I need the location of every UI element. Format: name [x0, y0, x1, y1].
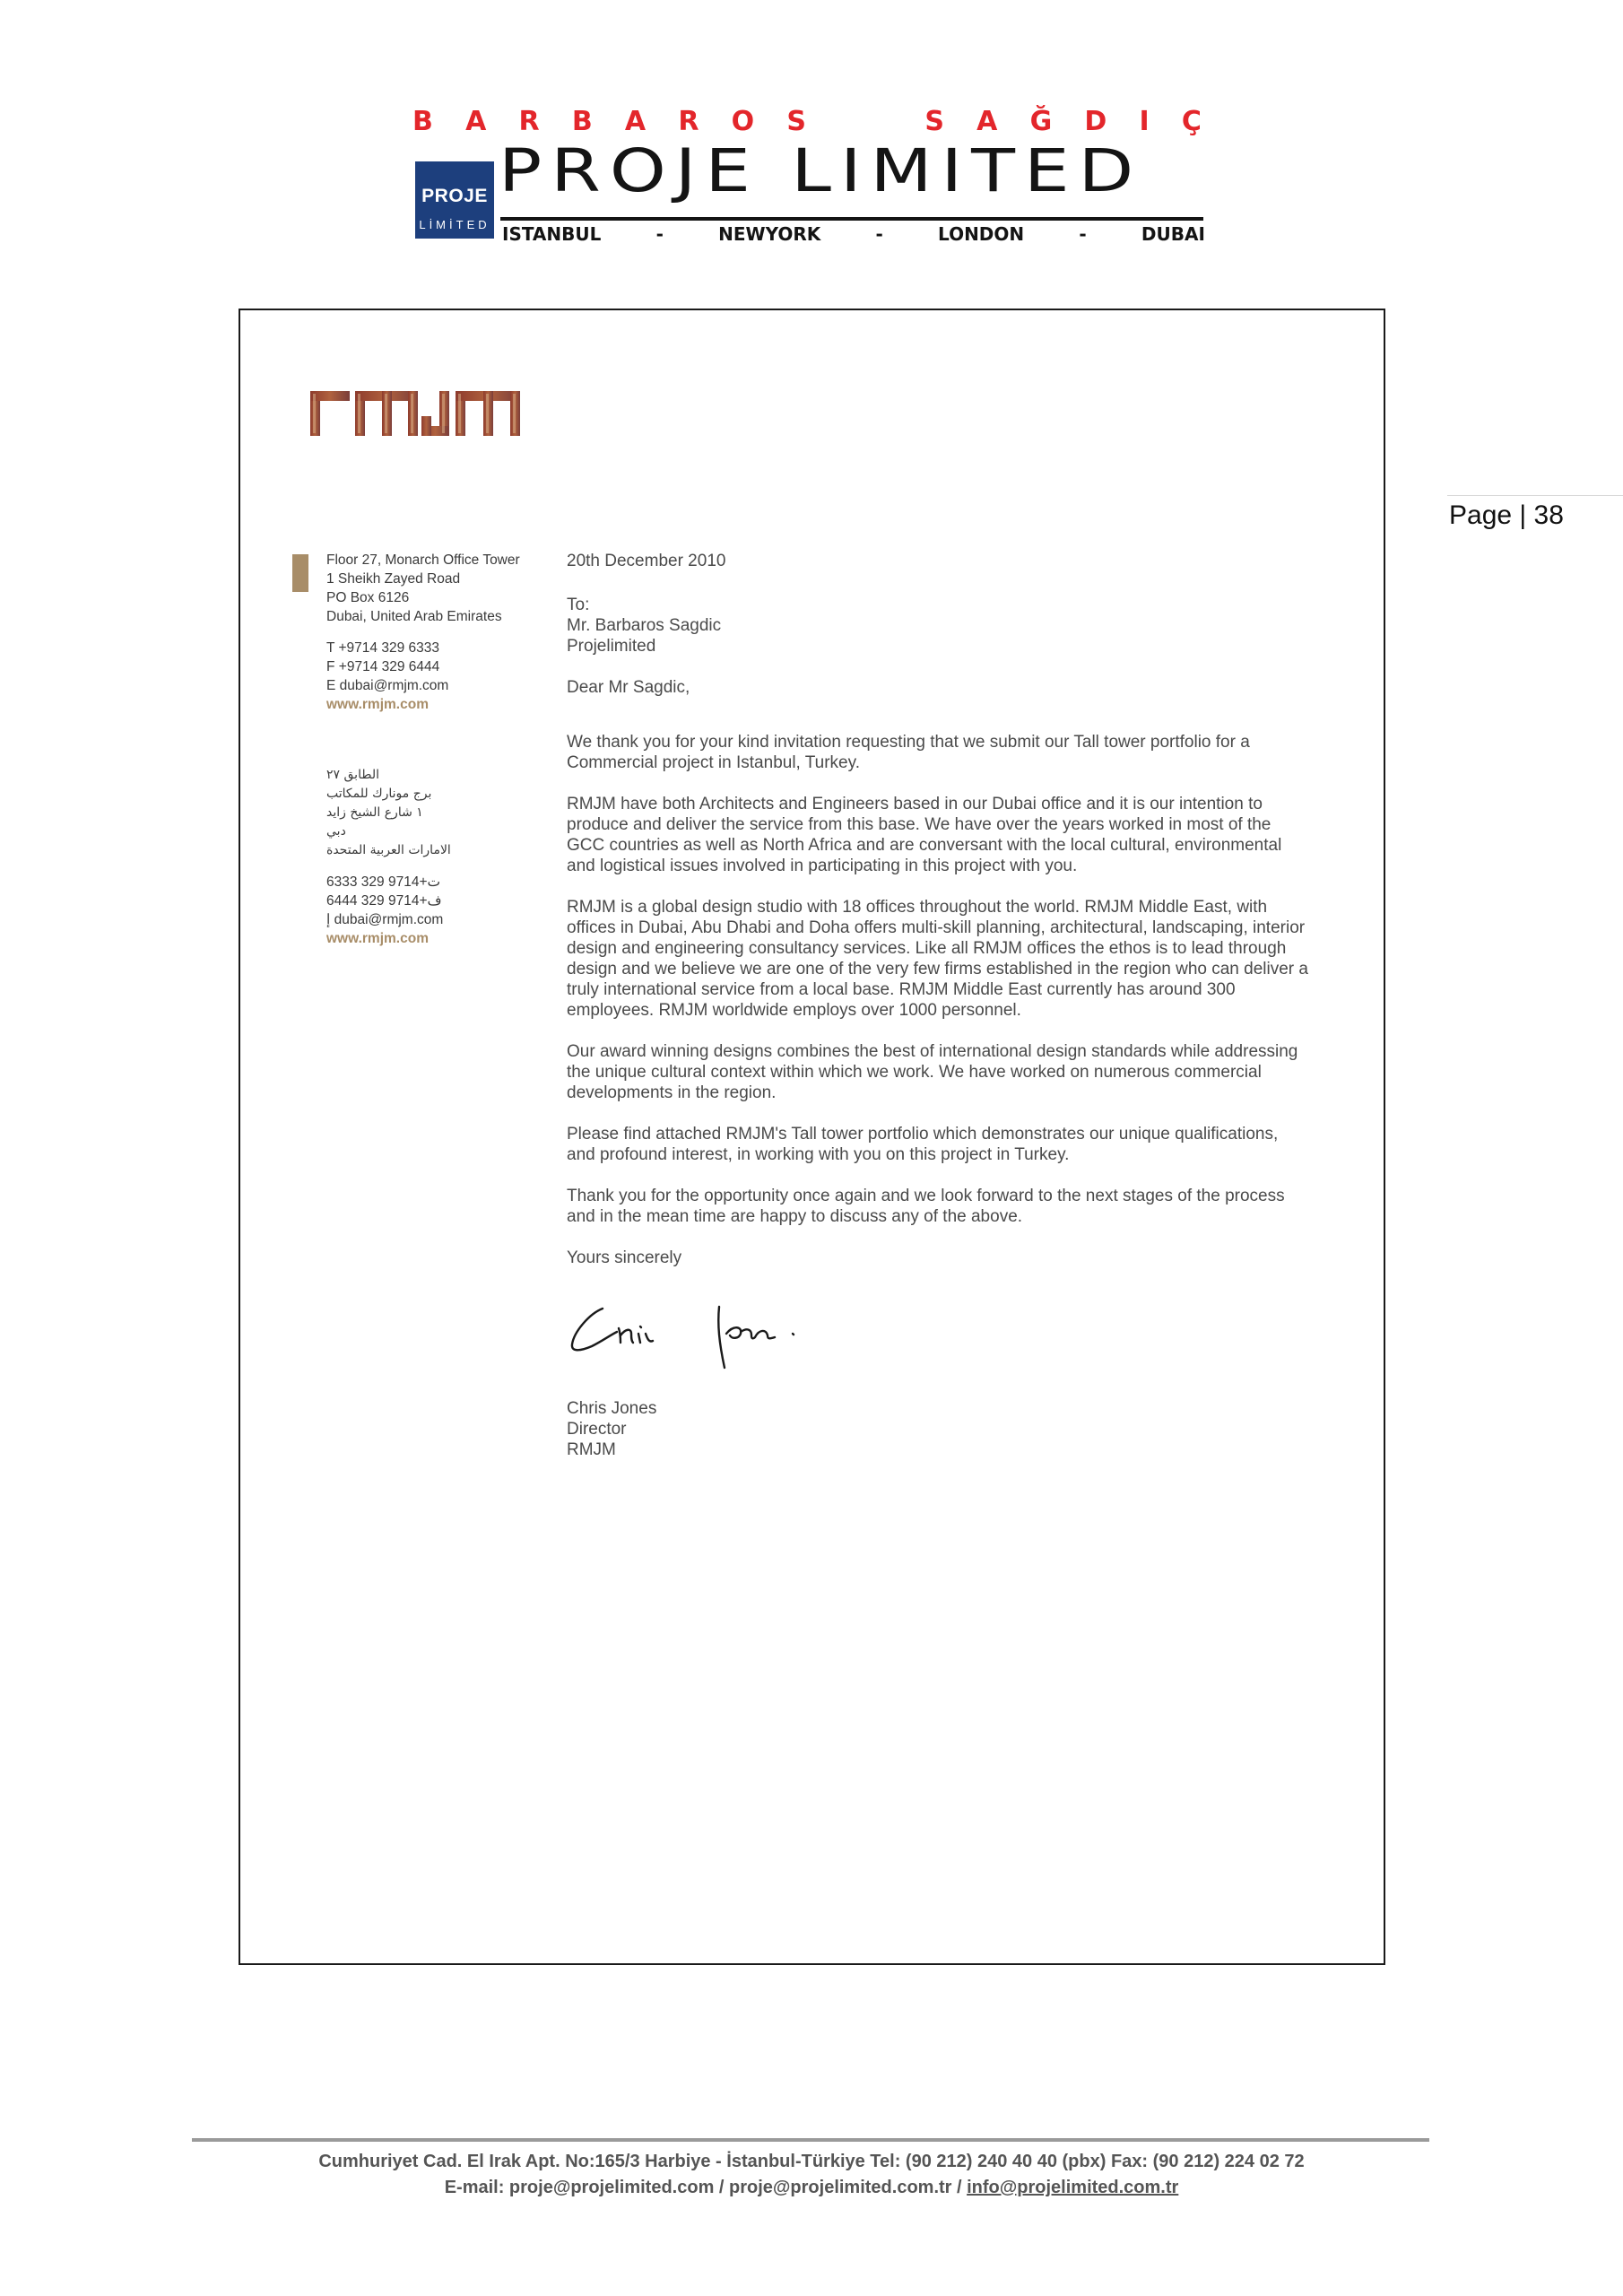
badge-bottom-text: LİMİTED	[419, 218, 490, 231]
city: DUBAI	[1141, 223, 1205, 245]
fax: F +9714 329 6444	[326, 659, 440, 674]
city-separator: -	[875, 223, 883, 245]
address-line: 1 Sheikh Zayed Road	[326, 571, 461, 587]
banner-letter: R	[678, 106, 699, 137]
banner-letter: Ğ	[1029, 106, 1053, 137]
arabic-address-block	[326, 766, 542, 948]
recipient-line: To:	[567, 596, 590, 614]
letter-frame	[239, 309, 1385, 1965]
contact-block	[326, 639, 542, 714]
address-block	[326, 551, 542, 626]
footer-email-link[interactable]: info@projelimited.com.tr	[967, 2178, 1179, 2197]
banner-letter: A	[624, 106, 647, 137]
sidebar-accent-bar	[292, 554, 308, 592]
banner-letter: Ç	[1181, 106, 1202, 137]
address-line: Dubai, United Arab Emirates	[326, 609, 502, 624]
closing: Yours sincerely	[567, 1248, 682, 1267]
letter-body	[567, 551, 1311, 1460]
footer-address: Cumhuriyet Cad. El Irak Apt. No:165/3 Harbiye - İstanbul-Türkiye Tel: (90 212) 240 40 40 (pbx) Fax: (90 212) 224 02 72	[318, 2152, 1305, 2171]
city-separator: -	[655, 223, 664, 245]
arabic-contact	[326, 873, 542, 948]
signatory-name: Chris Jones	[567, 1399, 657, 1418]
footer-rule	[192, 2138, 1429, 2142]
address-line: PO Box 6126	[326, 590, 410, 605]
arabic-address-line: دبي	[326, 824, 346, 839]
website: www.rmjm.com	[326, 697, 429, 712]
company-title	[499, 136, 1207, 213]
city: LONDON	[938, 223, 1025, 245]
arabic-address-line: برج مونارك للمكاتب	[326, 787, 432, 801]
page-number: Page | 38	[1449, 500, 1564, 530]
paragraph: RMJM is a global design studio with 18 offices throughout the world. RMJM Middle East, with offices in Dubai, Abu Dhabi and Doha offers multi-skill planning, architectural, landscaping, interior design and engineering consultancy services. Like all RMJM offices the ethos is to lead through design and we believe we are one of the very few firms established in the region who can deliver a truly international service from a local base. RMJM Middle East currently has around 300 employees. RMJM worldwide employs over 1000 personnel.	[567, 898, 1308, 1020]
phone: T +9714 329 6333	[326, 640, 439, 656]
sidebar-contact	[326, 551, 542, 948]
banner-letter: B	[571, 106, 593, 137]
paragraph: We thank you for your kind invitation requesting that we submit our Tall tower portfolio for a Commercial project in Istanbul, Turkey.	[567, 733, 1250, 772]
arabic-website: www.rmjm.com	[326, 931, 429, 946]
city: NEWYORK	[718, 223, 821, 245]
banner-letter: I	[1139, 106, 1150, 137]
paragraph: Please find attached RMJM's Tall tower portfolio which demonstrates our unique qualifications, and profound interest, in working with you on this project in Turkey.	[567, 1125, 1279, 1164]
paragraph: Our award winning designs combines the best of international design standards while addressing the unique cultural context within which we work. We have worked on numerous commercial developments in the region.	[567, 1042, 1298, 1102]
arabic-email: إ dubai@rmjm.com	[326, 912, 444, 927]
recipient-line: Mr. Barbaros Sagdic	[567, 616, 722, 635]
handwritten-signature	[567, 1289, 836, 1378]
arabic-phone: ت+9714 329 6333	[326, 874, 441, 890]
arabic-address-line: ١ شارع الشيخ زايد	[326, 805, 423, 820]
paragraph: RMJM have both Architects and Engineers based in our Dubai office and it is our intention to produce and deliver the service from this base. We have over the years worked in most of the GCC countries as well as North Africa and are conversant with the local cultural, environmental and logistical issues involved in participating in this project with you.	[567, 795, 1282, 875]
banner-letter: S	[924, 106, 944, 137]
banner-letter: A	[465, 106, 487, 137]
letter-date: 20th December 2010	[567, 552, 726, 570]
recipient-line: Projelimited	[567, 637, 656, 656]
proje-badge-logo	[415, 161, 494, 239]
banner-letter: S	[786, 106, 806, 137]
page-number-rule	[1447, 495, 1623, 496]
city-separator: -	[1079, 223, 1087, 245]
address-line: Floor 27, Monarch Office Tower	[326, 552, 520, 568]
city: ISTANBUL	[502, 223, 602, 245]
arabic-address-line: الطابق ٢٧	[326, 768, 379, 782]
title-underline	[500, 217, 1203, 221]
city-list	[502, 223, 1205, 245]
footer-email-prefix: E-mail: proje@projelimited.com / proje@projelimited.com.tr /	[444, 2178, 968, 2197]
banner-letter: B	[412, 106, 433, 137]
banner-letter: R	[518, 106, 540, 137]
paragraph: Thank you for the opportunity once again and we look forward to the next stages of the process and in the mean time are happy to discuss any of the above.	[567, 1187, 1285, 1226]
company-title-text: PROJE LIMITED	[499, 136, 1143, 205]
banner-gap	[838, 106, 892, 137]
banner-letter: A	[976, 106, 998, 137]
signatory-title: Director	[567, 1420, 627, 1439]
footer-email	[0, 2178, 1623, 2198]
recipient-block	[567, 595, 1311, 657]
rmjm-logo	[308, 384, 524, 438]
arabic-address-line: الامارات العربية المتحدة	[326, 843, 451, 857]
banner-letter: O	[731, 106, 755, 137]
company-name-banner	[412, 106, 1202, 137]
salutation: Dear Mr Sagdic,	[567, 678, 690, 697]
banner-letter: D	[1084, 106, 1107, 137]
arabic-fax: ف+9714 329 6444	[326, 893, 442, 909]
signatory-company: RMJM	[567, 1440, 616, 1459]
email: E dubai@rmjm.com	[326, 678, 449, 693]
badge-top-text: PROJE	[421, 186, 488, 206]
signatory-block	[567, 1398, 1311, 1460]
arabic-address	[326, 766, 542, 860]
